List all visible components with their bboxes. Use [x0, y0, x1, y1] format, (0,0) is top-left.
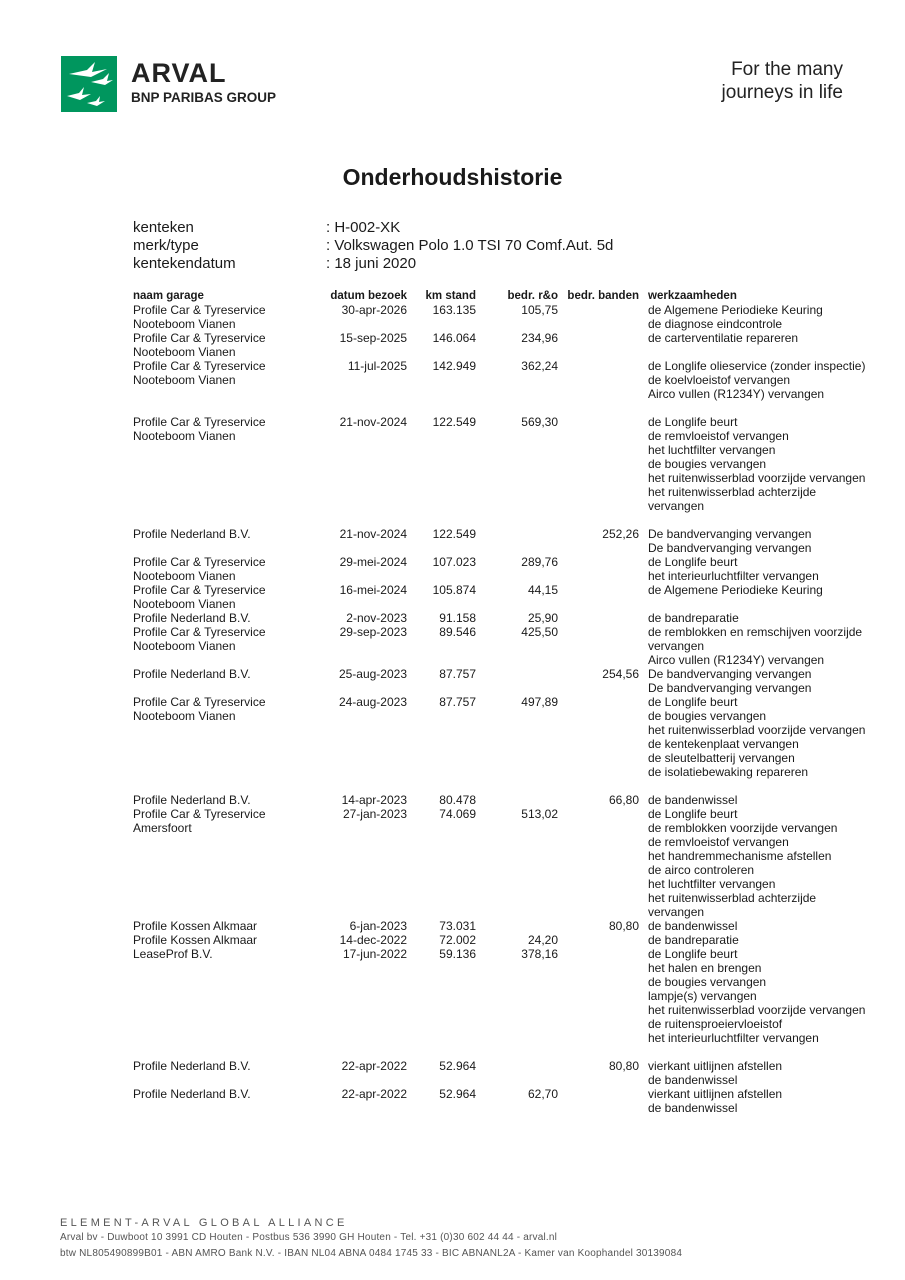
garage-line: Profile Kossen Alkmaar	[133, 933, 258, 947]
cell-tires: 80,80	[608, 919, 639, 933]
page-title: Onderhoudshistorie	[342, 164, 563, 190]
cell-garage	[133, 667, 251, 681]
work-item: de bandenwissel	[648, 919, 738, 933]
garage-line: Profile Car & Tyreservice	[133, 331, 266, 345]
work-item: vierkant uitlijnen afstellen	[648, 1087, 783, 1101]
cell-work	[648, 359, 868, 401]
cell-km: 105.874	[432, 583, 476, 597]
garage-line: Profile Car & Tyreservice	[133, 303, 266, 317]
cell-km: 74.069	[439, 807, 476, 821]
work-item: de Longlife olieservice (zonder inspectie)	[648, 359, 866, 373]
cell-ro: 289,76	[521, 555, 558, 569]
cell-tires: 252,26	[602, 527, 639, 541]
garage-line: Nooteboom Vianen	[133, 709, 236, 723]
cell-date: 6-jan-2023	[349, 919, 407, 933]
work-item: de remblokken en remschijven voorzijde vervangen	[648, 625, 863, 653]
work-item: de kentekenplaat vervangen	[648, 737, 799, 751]
cell-date: 21-nov-2024	[339, 527, 407, 541]
garage-line: Profile Nederland B.V.	[133, 1059, 251, 1073]
tagline-line-2: journeys in life	[721, 82, 843, 103]
work-item: de isolatiebewaking repareren	[648, 765, 809, 779]
work-item: de Algemene Periodieke Keuring	[648, 303, 823, 317]
garage-line: Nooteboom Vianen	[133, 345, 236, 359]
cell-garage	[133, 359, 266, 387]
garage-line: Nooteboom Vianen	[133, 639, 236, 653]
cell-date: 21-nov-2024	[339, 415, 407, 429]
cell-work	[648, 947, 868, 1045]
cell-km: 146.064	[432, 331, 476, 345]
info-value: : 18 juni 2020	[326, 255, 417, 272]
cell-km: 142.949	[432, 359, 476, 373]
header-km: km stand	[425, 290, 476, 302]
page-footer	[60, 1216, 682, 1262]
cell-ro: 25,90	[527, 611, 558, 625]
work-item: de Longlife beurt	[648, 947, 738, 961]
cell-ro: 425,50	[521, 625, 558, 639]
footer-address: Arval bv - Duwboot 10 3991 CD Houten - Postbus 536 3990 GH Houten - Tel. +31 (0)30 602 44 44 - arval.nl	[60, 1232, 558, 1243]
cell-work	[648, 695, 868, 779]
cell-km: 52.964	[439, 1087, 476, 1101]
work-item: het ruitenwisserblad achterzijde vervangen	[648, 485, 817, 513]
cell-km: 89.546	[439, 625, 476, 639]
garage-line: Profile Car & Tyreservice	[133, 625, 266, 639]
cell-work	[648, 919, 868, 933]
garage-line: Nooteboom Vianen	[133, 597, 236, 611]
garage-line: Nooteboom Vianen	[133, 373, 236, 387]
garage-line: Profile Car & Tyreservice	[133, 807, 266, 821]
cell-garage	[133, 1087, 251, 1101]
garage-line: Profile Nederland B.V.	[133, 1087, 251, 1101]
cell-ro: 513,02	[521, 807, 558, 821]
work-item: het halen en brengen	[648, 961, 762, 975]
work-item: de bougies vervangen	[648, 709, 767, 723]
cell-work	[648, 555, 868, 583]
cell-date: 29-mei-2024	[339, 555, 407, 569]
cell-ro: 44,15	[527, 583, 558, 597]
cell-date: 17-jun-2022	[342, 947, 407, 961]
cell-garage	[133, 947, 213, 961]
garage-line: Profile Car & Tyreservice	[133, 583, 266, 597]
garage-line: Profile Nederland B.V.	[133, 793, 251, 807]
cell-work	[648, 303, 868, 331]
work-item: de airco controleren	[648, 863, 755, 877]
cell-date: 29-sep-2023	[339, 625, 407, 639]
cell-ro: 105,75	[521, 303, 558, 317]
cell-km: 122.549	[432, 527, 476, 541]
work-item: de Longlife beurt	[648, 555, 738, 569]
cell-garage	[133, 695, 266, 723]
cell-tires: 254,56	[602, 667, 639, 681]
work-item: Airco vullen (R1234Y) vervangen	[648, 387, 825, 401]
work-item: de bandreparatie	[648, 933, 739, 947]
cell-work	[648, 583, 868, 597]
garage-line: Profile Car & Tyreservice	[133, 555, 266, 569]
arval-logo-mark	[61, 56, 117, 112]
garage-line: Profile Car & Tyreservice	[133, 695, 266, 709]
work-item: het interieurluchtfilter vervangen	[648, 1031, 819, 1045]
garage-line: Profile Car & Tyreservice	[133, 359, 266, 373]
cell-date: 22-apr-2022	[341, 1059, 407, 1073]
work-item: het ruitenwisserblad voorzijde vervangen	[648, 471, 866, 485]
cell-ro: 378,16	[521, 947, 558, 961]
work-item: vierkant uitlijnen afstellen	[648, 1059, 783, 1073]
work-item: de Longlife beurt	[648, 807, 738, 821]
garage-line: Profile Nederland B.V.	[133, 667, 251, 681]
work-item: lampje(s) vervangen	[648, 989, 757, 1003]
brand-tagline	[722, 58, 843, 104]
work-item: de Longlife beurt	[648, 695, 738, 709]
work-item: De bandvervanging vervangen	[648, 681, 812, 695]
cell-garage	[133, 611, 251, 625]
work-item: De bandvervanging vervangen	[648, 541, 812, 555]
cell-km: 59.136	[439, 947, 476, 961]
info-label: merk/type	[133, 237, 199, 254]
garage-line: Nooteboom Vianen	[133, 429, 236, 443]
work-item: de Algemene Periodieke Keuring	[648, 583, 823, 597]
info-label: kentekendatum	[133, 255, 236, 272]
footer-alliance: ELEMENT-ARVAL GLOBAL ALLIANCE	[60, 1217, 348, 1229]
garage-line: LeaseProf B.V.	[133, 947, 213, 961]
work-item: de Longlife beurt	[648, 415, 738, 429]
cell-date: 27-jan-2023	[342, 807, 407, 821]
cell-km: 107.023	[432, 555, 476, 569]
garage-line: Nooteboom Vianen	[133, 317, 236, 331]
header-tires: bedr. banden	[567, 290, 639, 302]
work-item: de diagnose eindcontrole	[648, 317, 783, 331]
info-value: : Volkswagen Polo 1.0 TSI 70 Comf.Aut. 5d	[326, 237, 614, 254]
cell-garage	[133, 1059, 251, 1073]
cell-date: 11-jul-2025	[347, 359, 407, 373]
work-item: de remblokken voorzijde vervangen	[648, 821, 838, 835]
cell-km: 87.757	[439, 667, 476, 681]
cell-km: 122.549	[432, 415, 476, 429]
cell-garage	[133, 527, 251, 541]
cell-date: 22-apr-2022	[341, 1087, 407, 1101]
footer-legal: btw NL805490899B01 - ABN AMRO Bank N.V. - IBAN NL04 ABNA 0484 1745 33 - BIC ABNANL2A - Kamer van Koophandel 30139084	[60, 1248, 683, 1259]
cell-ro: 497,89	[521, 695, 558, 709]
work-item: het luchtfilter vervangen	[648, 877, 776, 891]
cell-date: 14-dec-2022	[339, 933, 407, 947]
work-item: de ruitensproeiervloeistof	[648, 1017, 783, 1031]
work-item: de bandenwissel	[648, 1101, 738, 1115]
cell-work	[648, 1059, 868, 1087]
cell-work	[648, 933, 868, 947]
cell-work	[648, 793, 868, 807]
work-item: de remvloeistof vervangen	[648, 429, 789, 443]
work-item: de bandreparatie	[648, 611, 739, 625]
cell-ro: 62,70	[527, 1087, 558, 1101]
cell-date: 16-mei-2024	[339, 583, 407, 597]
cell-ro: 569,30	[521, 415, 558, 429]
garage-line: Nooteboom Vianen	[133, 569, 236, 583]
cell-garage	[133, 919, 257, 933]
cell-garage	[133, 583, 266, 611]
work-item: de bougies vervangen	[648, 457, 767, 471]
garage-line: Profile Car & Tyreservice	[133, 415, 266, 429]
cell-tires: 66,80	[608, 793, 639, 807]
cell-date: 25-aug-2023	[338, 667, 407, 681]
brand-name: ARVAL	[131, 58, 227, 88]
cell-ro: 234,96	[521, 331, 558, 345]
cell-work	[648, 807, 868, 919]
work-item: de bandenwissel	[648, 793, 738, 807]
cell-work	[648, 667, 868, 695]
garage-line: Profile Kossen Alkmaar	[133, 919, 258, 933]
cell-date: 24-aug-2023	[338, 695, 407, 709]
work-item: het interieurluchtfilter vervangen	[648, 569, 819, 583]
work-item: de koelvloeistof vervangen	[648, 373, 791, 387]
work-item: De bandvervanging vervangen	[648, 667, 812, 681]
brand-group: BNP PARIBAS GROUP	[131, 90, 277, 105]
cell-km: 80.478	[439, 793, 476, 807]
cell-work	[648, 625, 868, 667]
work-item: het ruitenwisserblad voorzijde vervangen	[648, 1003, 866, 1017]
work-item: de carterventilatie repareren	[648, 331, 799, 345]
work-item: de bougies vervangen	[648, 975, 767, 989]
garage-line: Amersfoort	[133, 821, 192, 835]
cell-garage	[133, 807, 266, 835]
work-item: het ruitenwisserblad voorzijde vervangen	[648, 723, 866, 737]
cell-km: 52.964	[439, 1059, 476, 1073]
cell-work	[648, 611, 868, 625]
work-item: de bandenwissel	[648, 1073, 738, 1087]
cell-date: 2-nov-2023	[346, 611, 407, 625]
cell-work	[648, 415, 868, 513]
work-item: de sleutelbatterij vervangen	[648, 751, 795, 765]
cell-km: 73.031	[439, 919, 476, 933]
cell-garage	[133, 303, 266, 331]
info-value: : H-002-XK	[326, 219, 401, 236]
header-ro: bedr. r&o	[507, 290, 558, 302]
cell-date: 30-apr-2026	[341, 303, 407, 317]
cell-km: 163.135	[432, 303, 476, 317]
birds-icon	[61, 56, 117, 112]
cell-garage	[133, 933, 257, 947]
cell-tires: 80,80	[608, 1059, 639, 1073]
work-item: het ruitenwisserblad achterzijde vervangen	[648, 891, 817, 919]
info-label: kenteken	[133, 219, 194, 236]
garage-line: Profile Nederland B.V.	[133, 611, 251, 625]
cell-garage	[133, 415, 266, 443]
cell-garage	[133, 793, 251, 807]
header-garage: naam garage	[133, 290, 204, 302]
cell-km: 91.158	[439, 611, 476, 625]
cell-garage	[133, 555, 266, 583]
cell-work	[648, 1087, 868, 1115]
garage-line: Profile Nederland B.V.	[133, 527, 251, 541]
cell-date: 14-apr-2023	[341, 793, 407, 807]
cell-garage	[133, 331, 266, 359]
tagline-line-1: For the many	[731, 59, 843, 80]
cell-work	[648, 527, 868, 555]
cell-garage	[133, 625, 266, 653]
cell-km: 72.002	[439, 933, 476, 947]
work-item: De bandvervanging vervangen	[648, 527, 812, 541]
cell-date: 15-sep-2025	[339, 331, 407, 345]
work-item: Airco vullen (R1234Y) vervangen	[648, 653, 825, 667]
cell-work	[648, 331, 868, 345]
cell-km: 87.757	[439, 695, 476, 709]
header-work: werkzaamheden	[648, 290, 737, 302]
work-item: het handremmechanisme afstellen	[648, 849, 832, 863]
work-item: de remvloeistof vervangen	[648, 835, 789, 849]
cell-ro: 24,20	[527, 933, 558, 947]
work-item: het luchtfilter vervangen	[648, 443, 776, 457]
cell-ro: 362,24	[521, 359, 558, 373]
header-date: datum bezoek	[330, 290, 407, 302]
